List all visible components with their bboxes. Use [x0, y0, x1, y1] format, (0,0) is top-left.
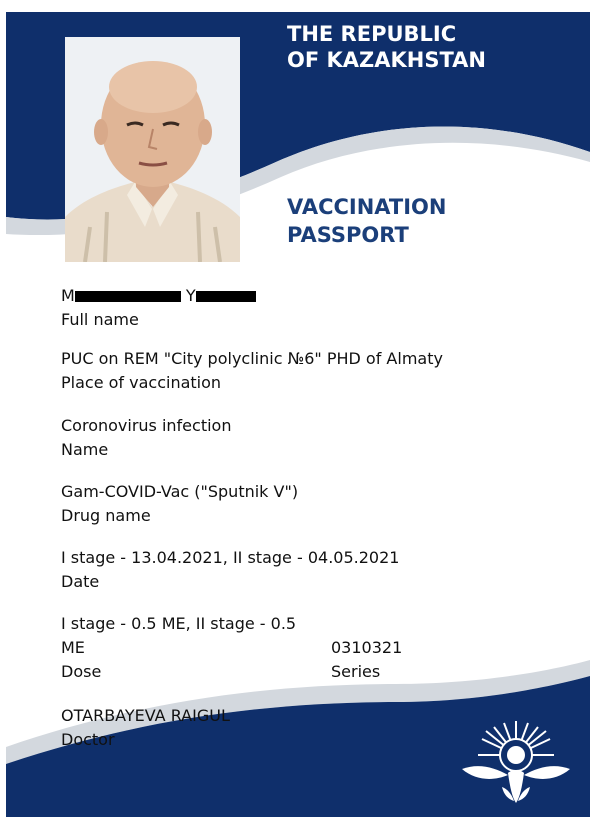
date-label: Date — [61, 572, 100, 591]
disease-name-value: Coronovirus infection — [61, 416, 232, 435]
full-name-field — [61, 284, 256, 332]
document-title-line2: PASSPORT — [287, 223, 409, 247]
document-title — [287, 193, 446, 249]
drug-field — [61, 480, 298, 528]
full-name-start: M — [61, 286, 75, 305]
dose-label: Dose — [61, 662, 102, 681]
place-value: PUC on REM "City polyclinic №6" PHD of Almaty — [61, 349, 443, 368]
series-label: Series — [331, 662, 381, 681]
date-field — [61, 546, 399, 594]
redaction-bar — [75, 291, 181, 302]
dose-value-line2: ME — [61, 638, 85, 657]
country-title-line1: THE REPUBLIC — [287, 22, 457, 46]
vaccination-passport-card — [6, 12, 590, 817]
kazakhstan-emblem-icon — [458, 715, 574, 805]
country-title — [287, 21, 486, 73]
redaction-bar — [196, 291, 256, 302]
date-value: I stage - 13.04.2021, II stage - 04.05.2021 — [61, 548, 400, 567]
series-value: 0310321 — [331, 638, 403, 657]
doctor-value: OTARBAYEVA RAIGUL — [61, 706, 230, 725]
doctor-label: Doctor — [61, 730, 115, 749]
doctor-field — [61, 704, 230, 752]
disease-name-field — [61, 414, 231, 462]
full-name-value — [61, 284, 256, 308]
drug-value: Gam-COVID-Vac ("Sputnik V") — [61, 482, 299, 501]
place-label: Place of vaccination — [61, 373, 222, 392]
disease-name-label: Name — [61, 440, 109, 459]
drug-label: Drug name — [61, 506, 151, 525]
full-name-mid: Y — [185, 286, 196, 305]
dose-field — [61, 612, 296, 684]
holder-portrait — [65, 37, 240, 262]
document-title-line1: VACCINATION — [287, 195, 447, 219]
full-name-label: Full name — [61, 310, 139, 329]
series-field — [331, 636, 402, 684]
country-title-line2: OF KAZAKHSTAN — [287, 48, 487, 72]
holder-photo — [65, 37, 240, 262]
place-field — [61, 347, 443, 395]
dose-value-line1: I stage - 0.5 ME, II stage - 0.5 — [61, 614, 297, 633]
